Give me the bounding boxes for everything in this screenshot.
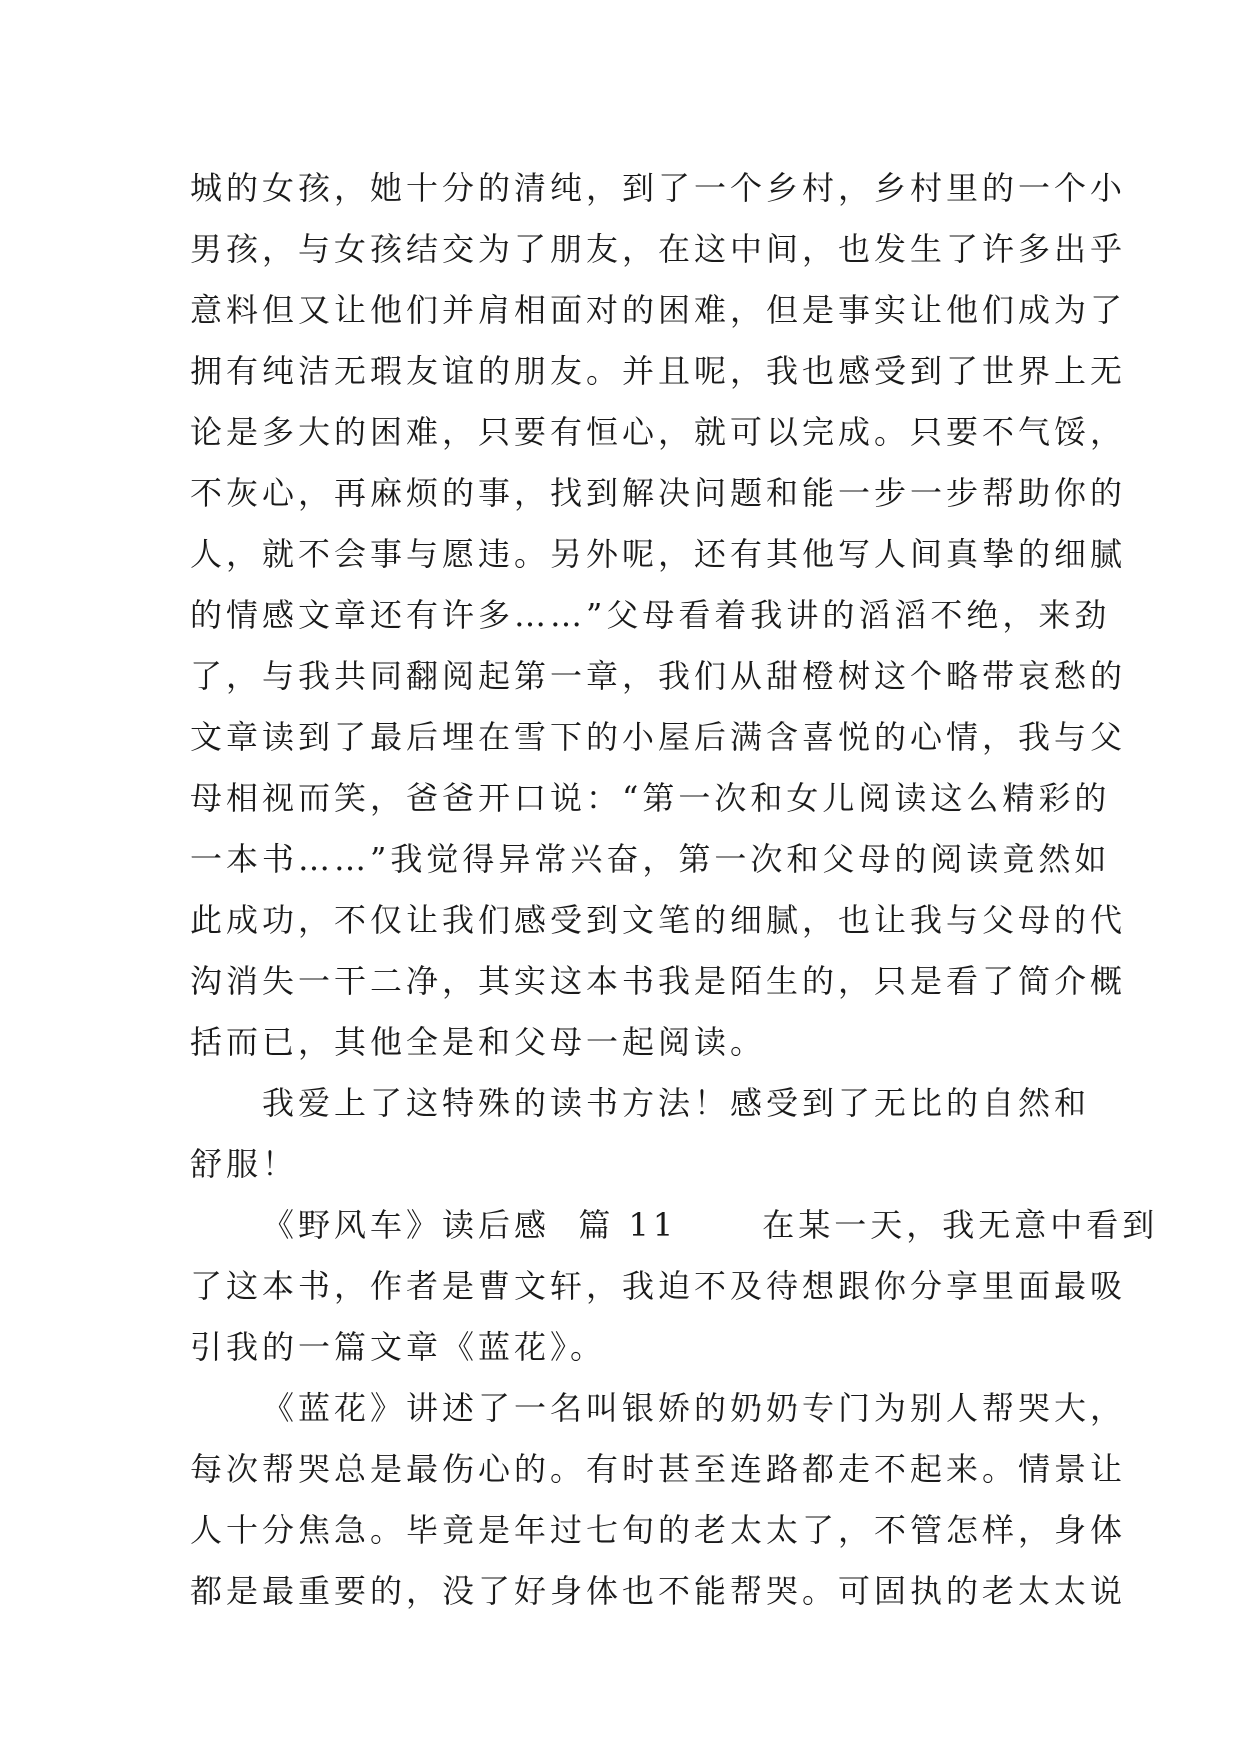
text-line: 意料但又让他们并肩相面对的困难，但是事实让他们成为了: [190, 291, 1127, 329]
text-line: 括而已，其他全是和父母一起阅读。: [190, 1023, 767, 1061]
text-line: 母相视而笑，爸爸开口说：“第一次和女儿阅读这么精彩的: [190, 779, 1111, 817]
text-line: 的情感文章还有许多……”父母看着我讲的滔滔不绝，来劲: [190, 596, 1111, 634]
text-line: 沟消失一干二净，其实这本书我是陌生的，只是看了简介概: [190, 962, 1127, 1000]
paragraph-2: [190, 1073, 1091, 1195]
text-line: 论是多大的困难，只要有恒心，就可以完成。只要不气馁，: [190, 413, 1127, 451]
text-line: 城的女孩，她十分的清纯，到了一个乡村，乡村里的一个小: [190, 169, 1127, 207]
text-line: 引我的一篇文章《蓝花》。: [190, 1328, 607, 1366]
text-line: 每次帮哭总是最伤心的。有时甚至连路都走不起来。情景让: [190, 1450, 1127, 1488]
text-line: 舒服！: [190, 1145, 299, 1183]
text-line: 了这本书，作者是曹文轩，我迫不及待想跟你分享里面最吸: [190, 1267, 1127, 1305]
paragraph-3: [190, 1195, 1159, 1378]
text-line: 不灰心，再麻烦的事，找到解决问题和能一步一步帮助你的: [190, 474, 1127, 512]
text-line: 都是最重要的，没了好身体也不能帮哭。可固执的老太太说: [190, 1572, 1127, 1610]
text-line: 文章读到了最后埋在雪下的小屋后满含喜悦的心情，我与父: [190, 718, 1127, 756]
text-line: 人十分焦急。毕竟是年过七旬的老太太了，不管怎样，身体: [190, 1511, 1127, 1549]
paragraph-1: [190, 158, 1127, 1073]
text-line: 此成功，不仅让我们感受到文笔的细腻，也让我与父母的代: [190, 901, 1127, 939]
text-line: 拥有纯洁无瑕友谊的朋友。并且呢，我也感受到了世界上无: [190, 352, 1127, 390]
text-line: 人，就不会事与愿违。另外呢，还有其他写人间真挚的细腻: [190, 535, 1127, 573]
text-line: 一本书……”我觉得异常兴奋，第一次和父母的阅读竟然如: [190, 840, 1111, 878]
text-line: 我爱上了这特殊的读书方法！感受到了无比的自然和: [262, 1084, 1091, 1122]
text-line: 男孩，与女孩结交为了朋友，在这中间，也发生了许多出乎: [190, 230, 1127, 268]
text-line: 了，与我共同翻阅起第一章，我们从甜橙树这个略带哀愁的: [190, 657, 1127, 695]
text-line: 《野风车》读后感 篇 11 在某一天，我无意中看到: [262, 1206, 1159, 1244]
body-text: [190, 158, 1159, 1622]
text-line: 《蓝花》讲述了一名叫银娇的奶奶专门为别人帮哭大，: [262, 1389, 1127, 1427]
paragraph-4: [190, 1378, 1127, 1622]
